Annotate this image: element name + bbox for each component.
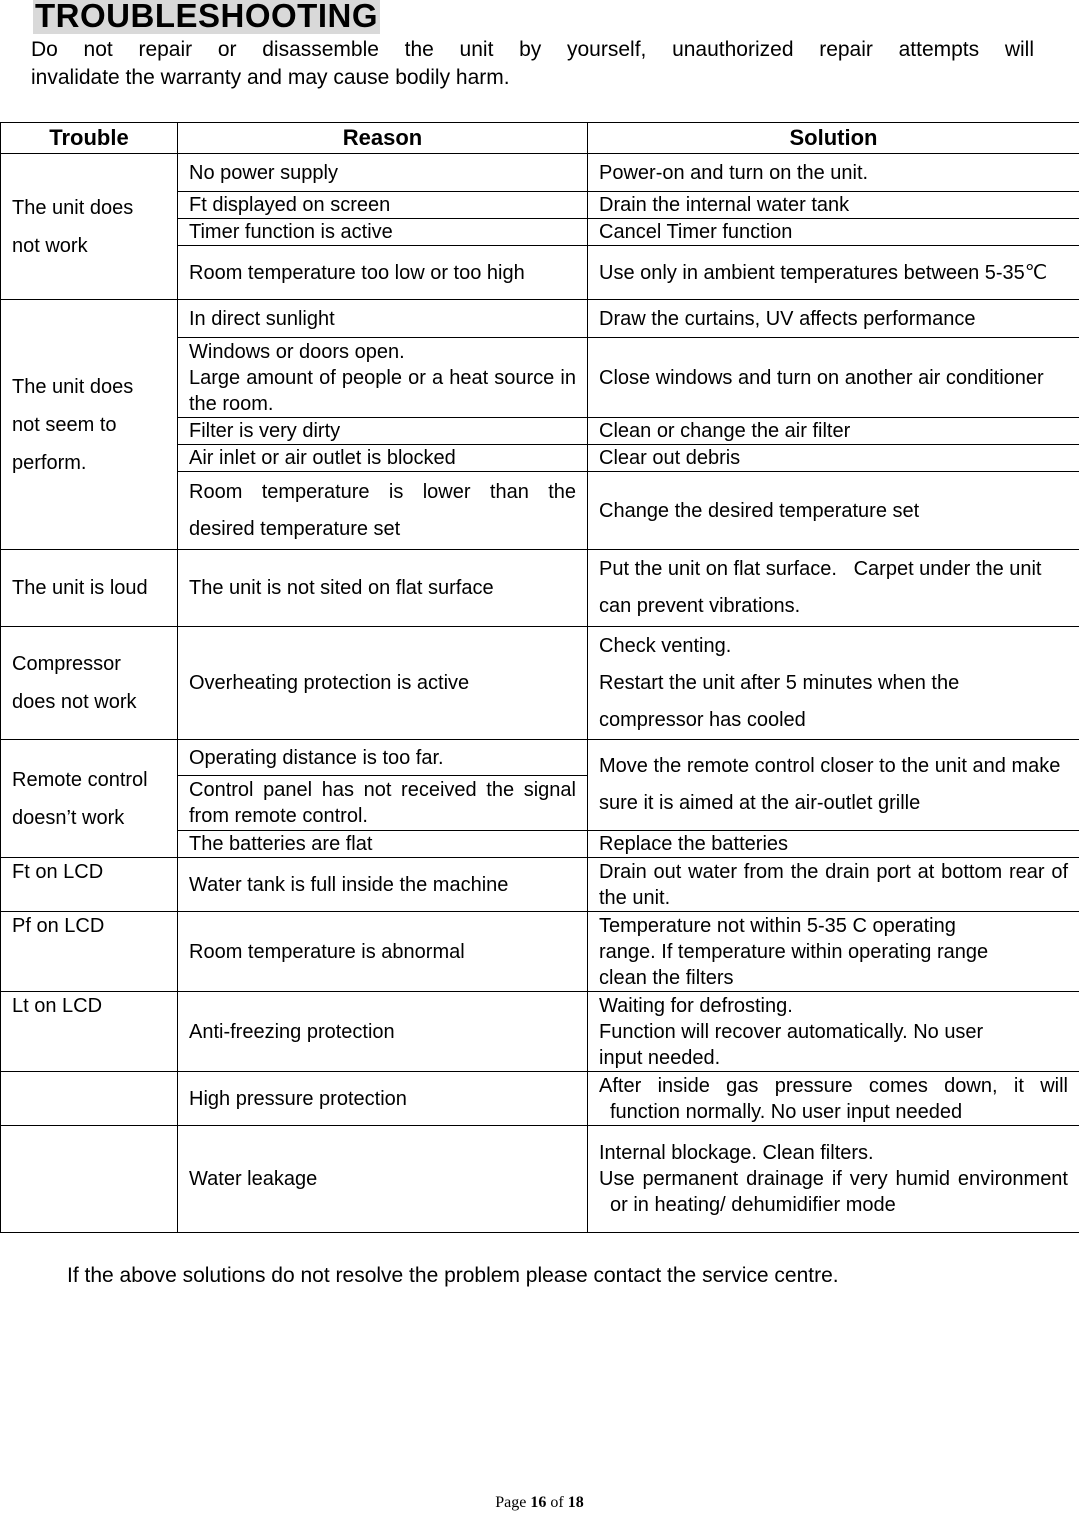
warning-intro — [31, 36, 1034, 92]
reason-cell: Room temperature too low or too high — [178, 246, 588, 300]
solution-cell: Use only in ambient temperatures between 5-35℃ — [588, 246, 1079, 300]
reason-cell: Filter is very dirty — [178, 418, 588, 445]
trouble-text: The unit does — [12, 375, 134, 398]
solution-cell: Draw the curtains, UV affects performance — [588, 300, 1079, 338]
page-of: of — [550, 1494, 564, 1511]
table-header-row — [1, 123, 1079, 154]
table-row — [1, 550, 1079, 627]
solution-text: range. If temperature within operating range — [599, 940, 989, 963]
service-centre-note: If the above solutions do not resolve the problem please contact the service centre. — [67, 1264, 839, 1287]
table-row — [1, 740, 1079, 776]
reason-cell: Room temperature is abnormal — [178, 912, 588, 992]
solution-text: Restart the unit after 5 minutes when the — [599, 671, 960, 694]
reason-cell: Water leakage — [178, 1126, 588, 1233]
reason-text: Windows or doors open. — [189, 340, 405, 363]
trouble-cell: Pf on LCD — [1, 912, 178, 992]
reason-cell: Control panel has not received the signal from remote control. — [178, 776, 588, 831]
table-row — [1, 154, 1079, 192]
trouble-cell — [1, 1126, 178, 1233]
solution-text: input needed. — [599, 1046, 721, 1069]
reason-cell: Water tank is full inside the machine — [178, 858, 588, 912]
header-solution: Solution — [588, 123, 1079, 154]
solution-cell — [588, 1072, 1079, 1126]
trouble-text: perform. — [12, 451, 87, 474]
trouble-text: does not work — [12, 691, 137, 713]
trouble-cell — [1, 300, 178, 550]
trouble-text: The unit does — [12, 196, 134, 219]
solution-cell: Change the desired temperature set — [588, 472, 1079, 550]
solution-text: Waiting for defrosting. — [599, 994, 793, 1017]
trouble-text: not seem to — [12, 413, 117, 436]
page-current: 16 — [530, 1494, 547, 1511]
solution-text: Temperature not within 5-35 C operating — [599, 914, 956, 937]
solution-cell: Put the unit on flat surface. Carpet under the unit can prevent vibrations. — [588, 550, 1079, 627]
table-row — [1, 912, 1079, 992]
trouble-cell — [1, 627, 178, 740]
header-reason: Reason — [178, 123, 588, 154]
solution-cell: Move the remote control closer to the unit and make sure it is aimed at the air-outlet grille — [588, 740, 1079, 831]
header-trouble: Trouble — [1, 123, 178, 154]
solution-text: After inside gas pressure comes down, it will function normally. No user input needed — [599, 1074, 1068, 1123]
trouble-cell — [1, 154, 178, 300]
page-prefix: Page — [495, 1494, 527, 1511]
solution-cell: Close windows and turn on another air conditioner — [588, 338, 1079, 418]
troubleshooting-table — [0, 122, 1079, 1233]
intro-line-2: invalidate the warranty and may cause bodily harm. — [31, 66, 510, 89]
solution-text: Function will recover automatically. No user — [599, 1020, 984, 1043]
trouble-text: doesn’t work — [12, 806, 125, 829]
solution-cell — [588, 627, 1079, 740]
trouble-cell — [1, 1072, 178, 1126]
reason-cell — [178, 338, 588, 418]
reason-cell: Anti-freezing protection — [178, 992, 588, 1072]
reason-text: Large amount of people or a heat source in the room. — [189, 366, 576, 415]
reason-cell: Ft displayed on screen — [178, 192, 588, 219]
solution-text: Internal blockage. Clean filters. — [599, 1142, 874, 1164]
trouble-cell: Lt on LCD — [1, 992, 178, 1072]
reason-cell: The unit is not sited on flat surface — [178, 550, 588, 627]
solution-cell: Clean or change the air filter — [588, 418, 1079, 445]
solution-text: clean the filters — [599, 966, 734, 989]
reason-cell: In direct sunlight — [178, 300, 588, 338]
solution-text: Use permanent drainage if very humid environment or in heating/ dehumidifier mode — [599, 1168, 1068, 1216]
page-title: TROUBLESHOOTING — [33, 0, 380, 34]
table-row — [1, 1072, 1079, 1126]
table-row — [1, 627, 1079, 740]
solution-cell: Power-on and turn on the unit. — [588, 154, 1079, 192]
trouble-cell: Ft on LCD — [1, 858, 178, 912]
reason-cell: The batteries are flat — [178, 831, 588, 858]
solution-cell — [588, 912, 1079, 992]
solution-cell — [588, 1126, 1079, 1233]
trouble-text: Remote control — [12, 768, 148, 791]
intro-line-1: Do not repair or disassemble the unit by yourself, unauthorized repair attempts will — [31, 38, 1034, 61]
table-row — [1, 300, 1079, 338]
reason-cell: Timer function is active — [178, 219, 588, 246]
solution-cell: Clear out debris — [588, 445, 1079, 472]
reason-cell: Air inlet or air outlet is blocked — [178, 445, 588, 472]
solution-cell: Drain the internal water tank — [588, 192, 1079, 219]
solution-cell: Drain out water from the drain port at bottom rear of the unit. — [588, 858, 1079, 912]
page-total: 18 — [567, 1494, 584, 1511]
solution-cell: Replace the batteries — [588, 831, 1079, 858]
reason-cell: Operating distance is too far. — [178, 740, 588, 776]
table-row — [1, 992, 1079, 1072]
solution-text: Check venting. — [599, 634, 732, 657]
solution-cell — [588, 992, 1079, 1072]
reason-cell: No power supply — [178, 154, 588, 192]
trouble-cell: The unit is loud — [1, 550, 178, 627]
trouble-text: not work — [12, 234, 88, 257]
reason-cell: Room temperature is lower than the desired temperature set — [178, 472, 588, 550]
reason-cell: Overheating protection is active — [178, 627, 588, 740]
page-number — [0, 1494, 1079, 1512]
reason-cell: High pressure protection — [178, 1072, 588, 1126]
table-row — [1, 858, 1079, 912]
solution-text: compressor has cooled — [599, 708, 806, 731]
trouble-cell — [1, 740, 178, 858]
table-row — [1, 1126, 1079, 1233]
trouble-text: Compressor — [12, 653, 121, 675]
solution-cell: Cancel Timer function — [588, 219, 1079, 246]
